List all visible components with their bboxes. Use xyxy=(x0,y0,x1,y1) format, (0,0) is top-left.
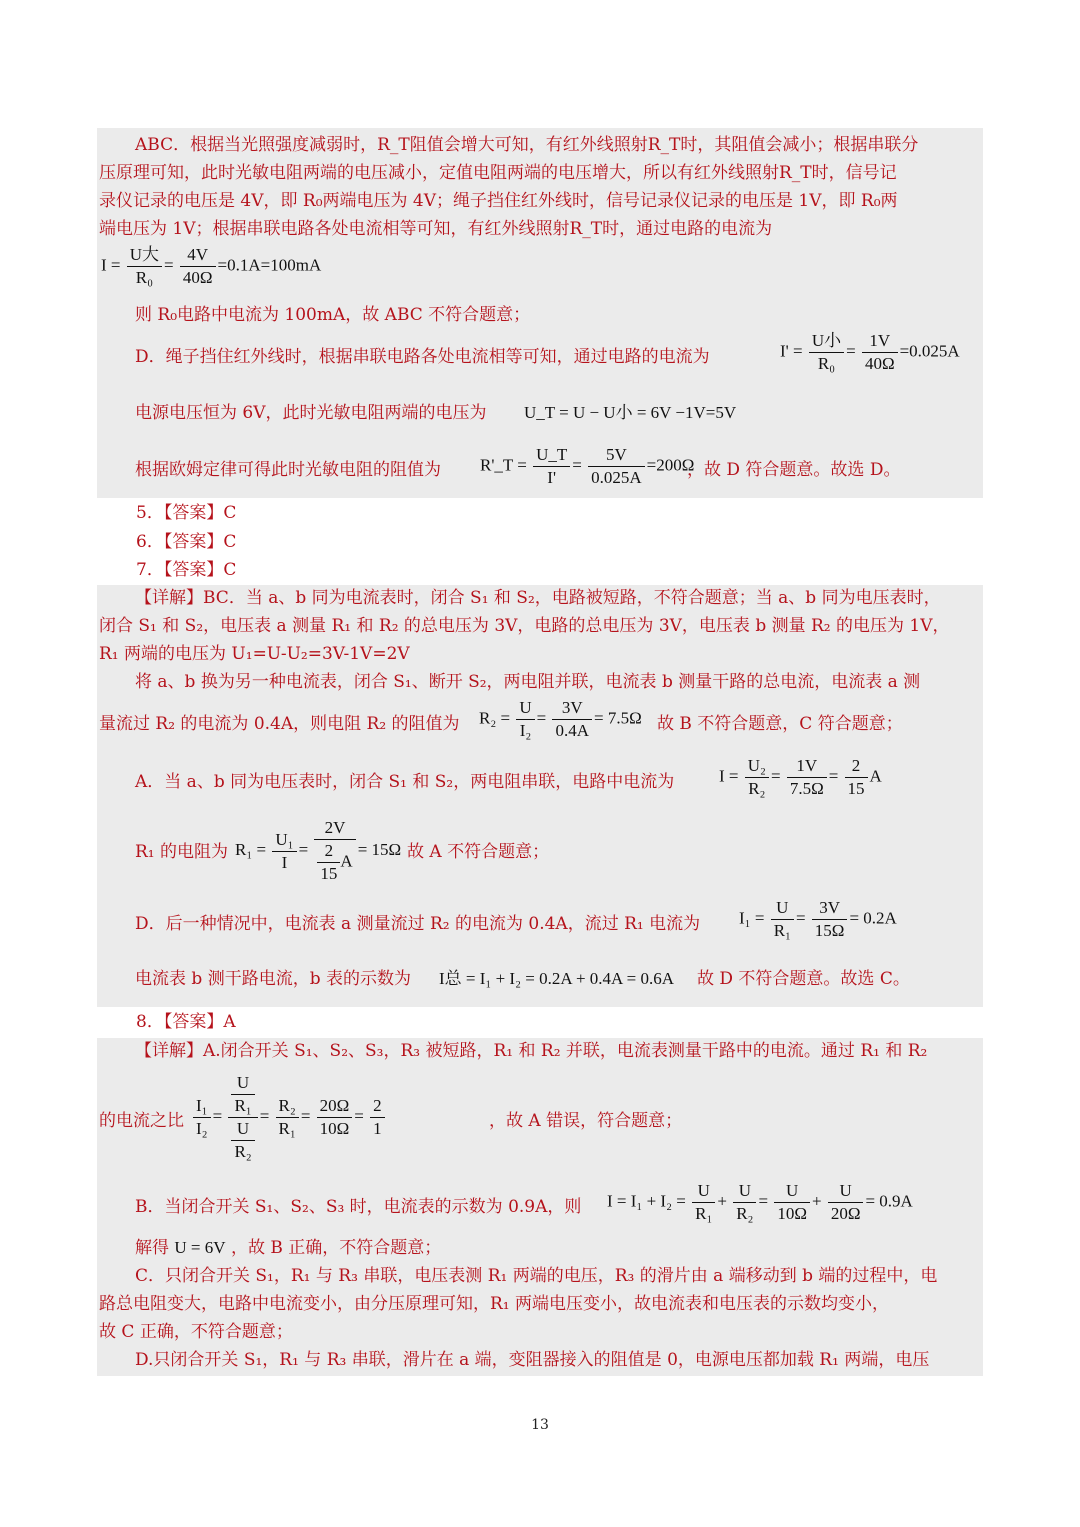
numerator xyxy=(228,1072,257,1118)
equation-current-d: I' = $\frac{\text{U小}}{\text{R₀}}$ = $\frac{1V}{40\Omega}$ =0.025A xyxy=(780,331,960,373)
text-line: A．当 a、b 同为电压表时，闭合 S₁ 和 S₂，两电阻串联，电路中电流为 xyxy=(135,772,675,792)
denominator: 20Ω xyxy=(830,1204,861,1223)
denominator: 10Ω xyxy=(319,1119,350,1138)
numerator: U xyxy=(733,1180,756,1203)
answer-8: 8．【答案】A xyxy=(136,1012,236,1032)
math-inline: U = 6V xyxy=(174,1238,226,1257)
fraction xyxy=(516,697,534,742)
page-number: 13 xyxy=(531,1417,549,1433)
text-span: ，故 B 正确，不符合题意； xyxy=(230,1238,442,1258)
eq-rhs: =0.1A=100mA xyxy=(217,255,322,275)
numerator: 1V xyxy=(862,330,898,353)
denominator: I xyxy=(281,852,288,872)
denominator: R₀ xyxy=(817,354,836,373)
solution-block-q7 xyxy=(97,585,983,1007)
numerator: 2V xyxy=(314,817,355,840)
equation-ratio: $\frac{\text{I₁}}{\text{I₂}}$ = $\frac{\frac{U}{\text{R₁}}}{\frac{U}{\text{R₂}}}$ = $\frac{\text{R₂}}{\text{R₁}}$ = $\frac{20\Omega}{10\Omega}$ = $\frac{2}{1}$ xyxy=(191,1072,387,1163)
denominator: 15Ω xyxy=(814,921,845,940)
fraction xyxy=(272,829,296,874)
text-line: 端电压为 1V；根据串联电路各处电流相等可知，有红外线照射R_T时，通过电路的电流为 xyxy=(99,219,773,239)
fraction xyxy=(771,897,794,942)
equation-total: I总 = I₁ + I₂ = 0.2A + 0.4A = 0.6A xyxy=(439,969,674,988)
numerator: 4V xyxy=(180,244,216,267)
text-line: C．只闭合开关 S₁，R₁ 与 R₃ 串联，电压表测 R₁ 两端的电压，R₃ 的滑片由 a 端移动到 b 端的过程中，电 xyxy=(135,1266,938,1286)
eq-lhs: R₂ = xyxy=(479,708,511,728)
denominator: R₀ xyxy=(135,268,154,287)
text-line: ABC．根据当光照强度减弱时，R_T阻值会增大可知，有红外线照射R_T时，其阻值会减小；根据串联分 xyxy=(135,135,919,155)
denominator xyxy=(228,1118,257,1163)
eq-lhs: I = xyxy=(719,766,739,786)
denominator: 7.5Ω xyxy=(789,779,824,798)
text-line xyxy=(135,1237,441,1259)
text-line: 量流过 R₂ 的电流为 0.4A，则电阻 R₂ 的阻值为 xyxy=(99,714,460,734)
numerator: U₂ xyxy=(745,755,769,778)
equation-r1: R₁ = $\frac{\text{U₁}}{I}$ = 2V $\frac{2}{15}$ A = 15Ω xyxy=(235,818,402,883)
denominator xyxy=(314,840,355,885)
answer-7: 7．【答案】C xyxy=(136,560,237,580)
text-line: 闭合 S₁ 和 S₂，电压表 a 测量 R₁ 和 R₂ 的总电压为 3V，电路的总电压为 3V，电压表 b 测量 R₂ 的电压为 1V， xyxy=(99,616,950,636)
denominator: I₂ xyxy=(519,721,532,740)
fraction xyxy=(276,1095,299,1140)
denominator: R₁ xyxy=(773,921,791,940)
text-line: D．后一种情况中，电流表 a 测量流过 R₂ 的电流为 0.4A，流过 R₁ 电流为 xyxy=(135,914,701,934)
eq-lhs: I₁ = xyxy=(739,908,765,928)
numerator: U₁ xyxy=(272,829,296,852)
fraction xyxy=(845,755,868,800)
numerator: U_T xyxy=(533,444,570,467)
denominator: R₁ xyxy=(234,1096,252,1115)
text-line: 将 a、b 换为另一种电流表，闭合 S₁、断开 S₂，两电阻并联，电流表 b 测量干路的总电流，电流表 a 测 xyxy=(135,672,921,692)
denominator: 1 xyxy=(373,1119,382,1138)
denominator: 40Ω xyxy=(864,354,895,373)
text-line: 根据欧姆定律可得此时光敏电阻的阻值为 xyxy=(135,460,441,480)
fraction xyxy=(552,697,592,742)
eq-rhs: A xyxy=(869,766,882,786)
denominator: R₁ xyxy=(695,1204,713,1223)
fraction xyxy=(228,1072,257,1163)
eq-lhs: R'_T = xyxy=(480,455,527,475)
text-line: 故 A 不符合题意； xyxy=(407,842,550,862)
denominator: 0.4A xyxy=(555,721,590,740)
equation-resistance: R'_T = $\frac{U\_T}{I'}$ = $\frac{5V}{0.025A}$ =200Ω xyxy=(480,445,695,487)
equation-current: I = $\frac{\text{U大}}{\text{R₀}}$ = $\frac{4V}{40\Omega}$ =0.1A=100mA xyxy=(101,245,322,287)
numerator: 2 xyxy=(317,840,340,863)
numerator: I₁ xyxy=(193,1095,211,1118)
text-line: 压原理可知，此时光敏电阻两端的电压减小，定值电阻两端的电压增大，所以有红外线照射R_T时，信号记 xyxy=(99,163,897,183)
text-line: 路总电阻变大，电路中电流变小，由分压原理可知，R₁ 两端电压变小，故电流表和电压表的示数均变小， xyxy=(99,1294,890,1314)
nested-fraction xyxy=(317,840,340,885)
fraction xyxy=(787,755,827,800)
denominator: R₂ xyxy=(748,779,766,798)
fraction xyxy=(180,244,216,289)
text-line: R₁ 两端的电压为 U₁=U-U₂=3V-1V=2V xyxy=(99,644,410,664)
equation-r2: R₂ = $\frac{U}{\text{I₂}}$ = $\frac{3V}{0.4A}$ = 7.5Ω xyxy=(479,698,642,740)
text-line: ，故 D 符合题意。故选 D。 xyxy=(687,460,901,480)
fraction xyxy=(317,1095,353,1140)
equation-i1: I₁ = $\frac{U}{\text{R₁}}$ = $\frac{3V}{15\Omega}$ = 0.2A xyxy=(739,898,897,940)
nested-fraction xyxy=(231,1118,254,1163)
text-line: 【详解】A.闭合开关 S₁、S₂、S₃，R₃ 被短路，R₁ 和 R₂ 并联，电流表测量干路中的电流。通过 R₁ 和 R₂ xyxy=(135,1041,928,1061)
fraction xyxy=(533,444,570,489)
text-line: 故 C 正确，不符合题意； xyxy=(99,1322,293,1342)
text-line: 电流表 b 测干路电流，b 表的示数为 xyxy=(135,969,411,989)
denominator: R₂ xyxy=(736,1204,754,1223)
solution-block-q8 xyxy=(97,1038,983,1376)
text-span: 解得 xyxy=(135,1238,169,1258)
denominator: R₂ xyxy=(234,1142,252,1161)
text-line: ，故 A 错误，符合题意； xyxy=(489,1111,683,1131)
denominator: R₁ xyxy=(278,1119,296,1138)
answer-6: 6．【答案】C xyxy=(136,532,237,552)
numerator: U xyxy=(231,1118,254,1141)
equation-current-a: I = $\frac{\text{U₂}}{\text{R₂}}$ = $\frac{1V}{7.5\Omega}$ = $\frac{2}{15}$ A xyxy=(719,756,882,798)
fraction xyxy=(733,1180,756,1225)
fraction xyxy=(828,1180,864,1225)
eq-rhs: = 7.5Ω xyxy=(594,708,642,728)
fraction xyxy=(774,1180,810,1225)
text-line: D.只闭合开关 S₁，R₁ 与 R₃ 串联，滑片在 a 端，变阻器接入的阻值是 0，电源电压都加载 R₁ 两端，电压 xyxy=(135,1350,930,1370)
solution-block-q4 xyxy=(97,128,983,498)
numerator: U小 xyxy=(809,330,844,353)
eq-lhs: I = xyxy=(101,255,121,275)
fraction xyxy=(370,1095,385,1140)
denominator: I₂ xyxy=(196,1119,208,1138)
nested-fraction xyxy=(231,1072,254,1117)
equation-voltage: U_T = U − U小 = 6V −1V=5V xyxy=(524,403,737,422)
denominator: 15 xyxy=(847,779,865,798)
unit: A xyxy=(340,851,353,871)
numerator: U xyxy=(231,1072,254,1095)
text-line: 【详解】BC．当 a、b 同为电流表时，闭合 S₁ 和 S₂，电路被短路，不符合题意；当 a、b 同为电压表时， xyxy=(135,588,941,608)
text-line: R₁ 的电阻为 xyxy=(135,842,229,862)
numerator: 2 xyxy=(370,1095,385,1118)
eq-rhs: =200Ω xyxy=(646,455,695,475)
eq-rhs: = 15Ω xyxy=(357,839,402,859)
fraction xyxy=(809,330,844,375)
numerator: 3V xyxy=(812,897,848,920)
fraction xyxy=(193,1095,211,1140)
equation-b: I = I₁ + I₂ = $\frac{U}{\text{R₁}}$ + $\frac{U}{\text{R₂}}$ = $\frac{U}{10\Omega}$ + $\frac{U}{20\Omega}$ = 0.9A xyxy=(607,1181,913,1223)
denominator: I' xyxy=(547,468,557,487)
text-line: 的电流之比 xyxy=(99,1111,184,1131)
numerator: U xyxy=(692,1180,715,1203)
numerator: R₂ xyxy=(276,1095,299,1118)
fraction xyxy=(692,1180,715,1225)
eq-rhs: =0.025A xyxy=(899,341,960,361)
numerator: 1V xyxy=(787,755,827,778)
numerator: U xyxy=(828,1180,864,1203)
text-line: 故 B 不符合题意，C 符合题意； xyxy=(657,714,903,734)
denominator: 15 xyxy=(320,864,338,883)
numerator: U xyxy=(774,1180,810,1203)
fraction xyxy=(127,244,162,289)
eq-lhs: R₁ = xyxy=(235,839,267,859)
denominator: 0.025A xyxy=(591,468,642,487)
eq-rhs: = 0.9A xyxy=(865,1191,913,1211)
text-line: D．绳子挡住红外线时，根据串联电路各处电流相等可知，通过电路的电流为 xyxy=(135,347,710,367)
eq-lhs: I = I₁ + I₂ = xyxy=(607,1191,686,1211)
eq-rhs: = 0.2A xyxy=(849,908,897,928)
numerator: 5V xyxy=(588,444,645,467)
text-line: B．当闭合开关 S₁、S₂、S₃ 时，电流表的示数为 0.9A，则 xyxy=(135,1197,582,1217)
numerator: 20Ω xyxy=(317,1095,353,1118)
numerator: 2 xyxy=(845,755,868,778)
fraction xyxy=(862,330,898,375)
text-line: 故 D 不符合题意。故选 C。 xyxy=(697,969,910,989)
answer-5: 5．【答案】C xyxy=(136,503,237,523)
text-line: 电源电压恒为 6V，此时光敏电阻两端的电压为 xyxy=(135,403,487,423)
numerator: U xyxy=(516,697,534,720)
fraction xyxy=(588,444,645,489)
denominator: 40Ω xyxy=(182,268,213,287)
fraction xyxy=(812,897,848,942)
numerator: 3V xyxy=(552,697,592,720)
fraction xyxy=(314,817,355,885)
text-line: 录仪记录的电压是 4V，即 R₀两端电压为 4V；绳子挡住红外线时，信号记录仪记录的电压是 1V，即 R₀两 xyxy=(99,191,898,211)
numerator: U大 xyxy=(127,244,162,267)
text-line: 则 R₀电路中电流为 100mA，故 ABC 不符合题意； xyxy=(135,305,531,325)
eq-lhs: I' = xyxy=(780,341,803,361)
numerator: U xyxy=(771,897,794,920)
fraction xyxy=(745,755,769,800)
denominator: 10Ω xyxy=(777,1204,807,1223)
